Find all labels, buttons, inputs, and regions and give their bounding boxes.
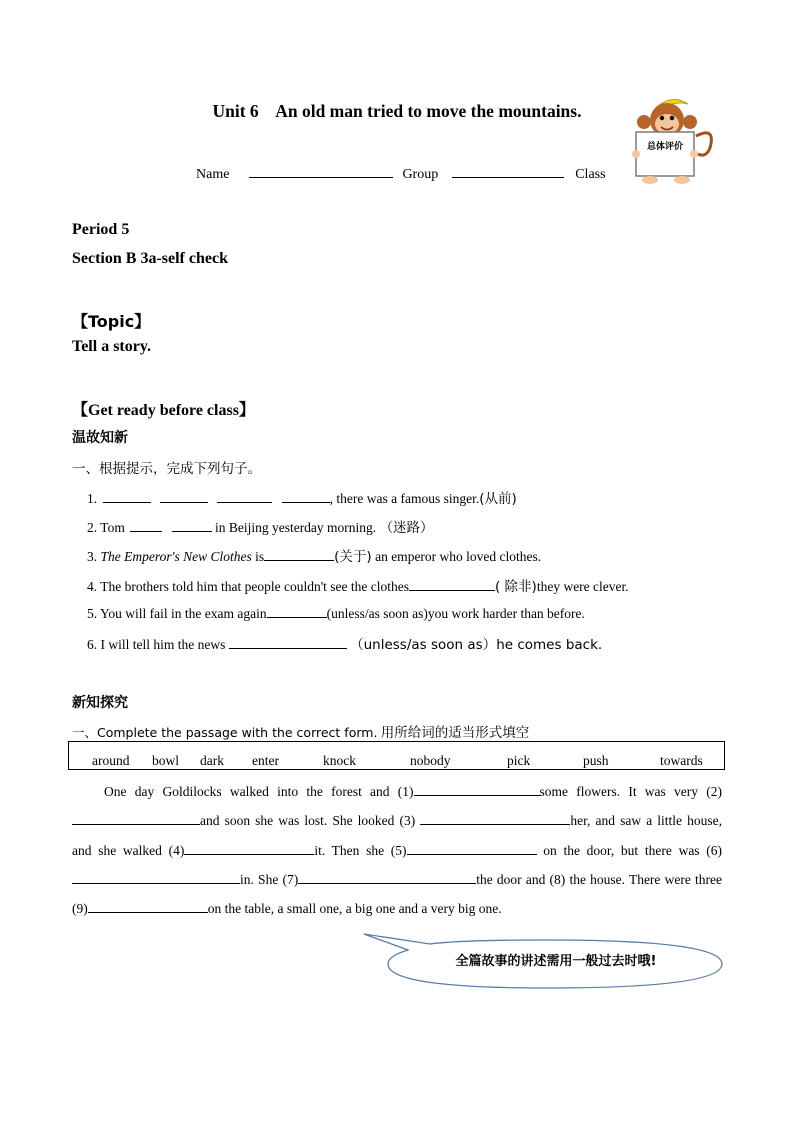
word-bank-item: nobody	[410, 753, 451, 768]
answer-blank[interactable]	[130, 518, 162, 532]
word-bank-item: dark	[200, 753, 224, 768]
answer-blank[interactable]	[420, 812, 570, 825]
review-instruction: 一、根据提示，完成下列句子。	[72, 461, 261, 477]
word-bank-item: push	[583, 753, 609, 768]
word-bank-item: pick	[507, 753, 531, 768]
review-subheading: 温故知新	[72, 430, 128, 446]
get-ready-heading: 【Get ready before class】	[72, 402, 255, 419]
answer-blank[interactable]	[407, 842, 537, 855]
class-label: Class	[575, 167, 606, 182]
answer-blank[interactable]	[103, 489, 151, 503]
answer-blank[interactable]	[172, 518, 212, 532]
passage-instruction: 一、Complete the passage with the correct form. 用所给词的适当形式填空	[72, 725, 530, 741]
answer-blank[interactable]	[217, 489, 272, 503]
word-bank-item: towards	[660, 753, 703, 768]
badge-label: 总体评价	[646, 142, 684, 152]
exercise-item-1: 1. , there was a famous singer.(从前)	[87, 491, 517, 507]
answer-blank[interactable]	[264, 547, 334, 561]
document-title: Unit 6 An old man tried to move the mountains.	[212, 101, 582, 121]
answer-blank[interactable]	[184, 842, 314, 855]
group-blank[interactable]	[452, 164, 564, 178]
answer-blank[interactable]	[414, 783, 540, 796]
exercise-item-5: 5. You will fail in the exam again (unless/as soon as)you work harder than before.	[87, 606, 585, 621]
topic-heading: 【Topic】	[72, 312, 151, 331]
answer-blank[interactable]	[282, 489, 330, 503]
topic-text: Tell a story.	[72, 338, 151, 355]
answer-blank[interactable]	[160, 489, 208, 503]
name-label: Name	[196, 167, 230, 182]
answer-blank[interactable]	[267, 604, 327, 618]
word-bank-item: enter	[252, 753, 279, 768]
word-bank-box	[68, 741, 725, 770]
section-label: Section B 3a-self check	[72, 250, 228, 267]
answer-blank[interactable]	[298, 871, 476, 884]
new-knowledge-heading: 新知探究	[72, 695, 128, 711]
student-info-row	[196, 164, 606, 183]
group-label: Group	[402, 167, 439, 182]
name-blank[interactable]	[249, 164, 393, 178]
word-bank-item: bowl	[152, 753, 179, 768]
cloze-passage: One day Goldilocks walked into the forest and (1) some flowers. It was very (2)and soon she was lost. She looked (3) her, and saw a little house, and she walked (4) it. Then she (5) on the door, but there was (6)in. She (7) the door and (8) the house. There were three (9) on the table, a small one, a big one and a very big one.	[72, 784, 723, 917]
answer-blank[interactable]	[72, 812, 200, 825]
period-label: Period 5	[72, 221, 130, 238]
answer-blank[interactable]	[88, 900, 208, 913]
exercise-item-4: 4. The brothers told him that people couldn't see the clothes ( 除非)they were clever.	[87, 579, 629, 595]
word-bank-item: knock	[323, 753, 356, 768]
exercise-item-2: 2. Tom in Beijing yesterday morning. （迷路）	[87, 520, 434, 536]
monkey-evaluation-illustration	[630, 96, 716, 188]
answer-blank[interactable]	[72, 871, 240, 884]
exercise-item-3: 3. The Emperor's New Clothes is (关于) an emperor who loved clothes.	[87, 549, 542, 565]
answer-blank[interactable]	[229, 635, 347, 649]
tip-text: 全篇故事的讲述需用一般过去时哦!	[455, 954, 657, 969]
exercise-item-6: 6. I will tell him the news （unless/as soon as）he comes back.	[87, 637, 603, 653]
answer-blank[interactable]	[409, 577, 495, 591]
word-bank-item: around	[92, 753, 130, 768]
